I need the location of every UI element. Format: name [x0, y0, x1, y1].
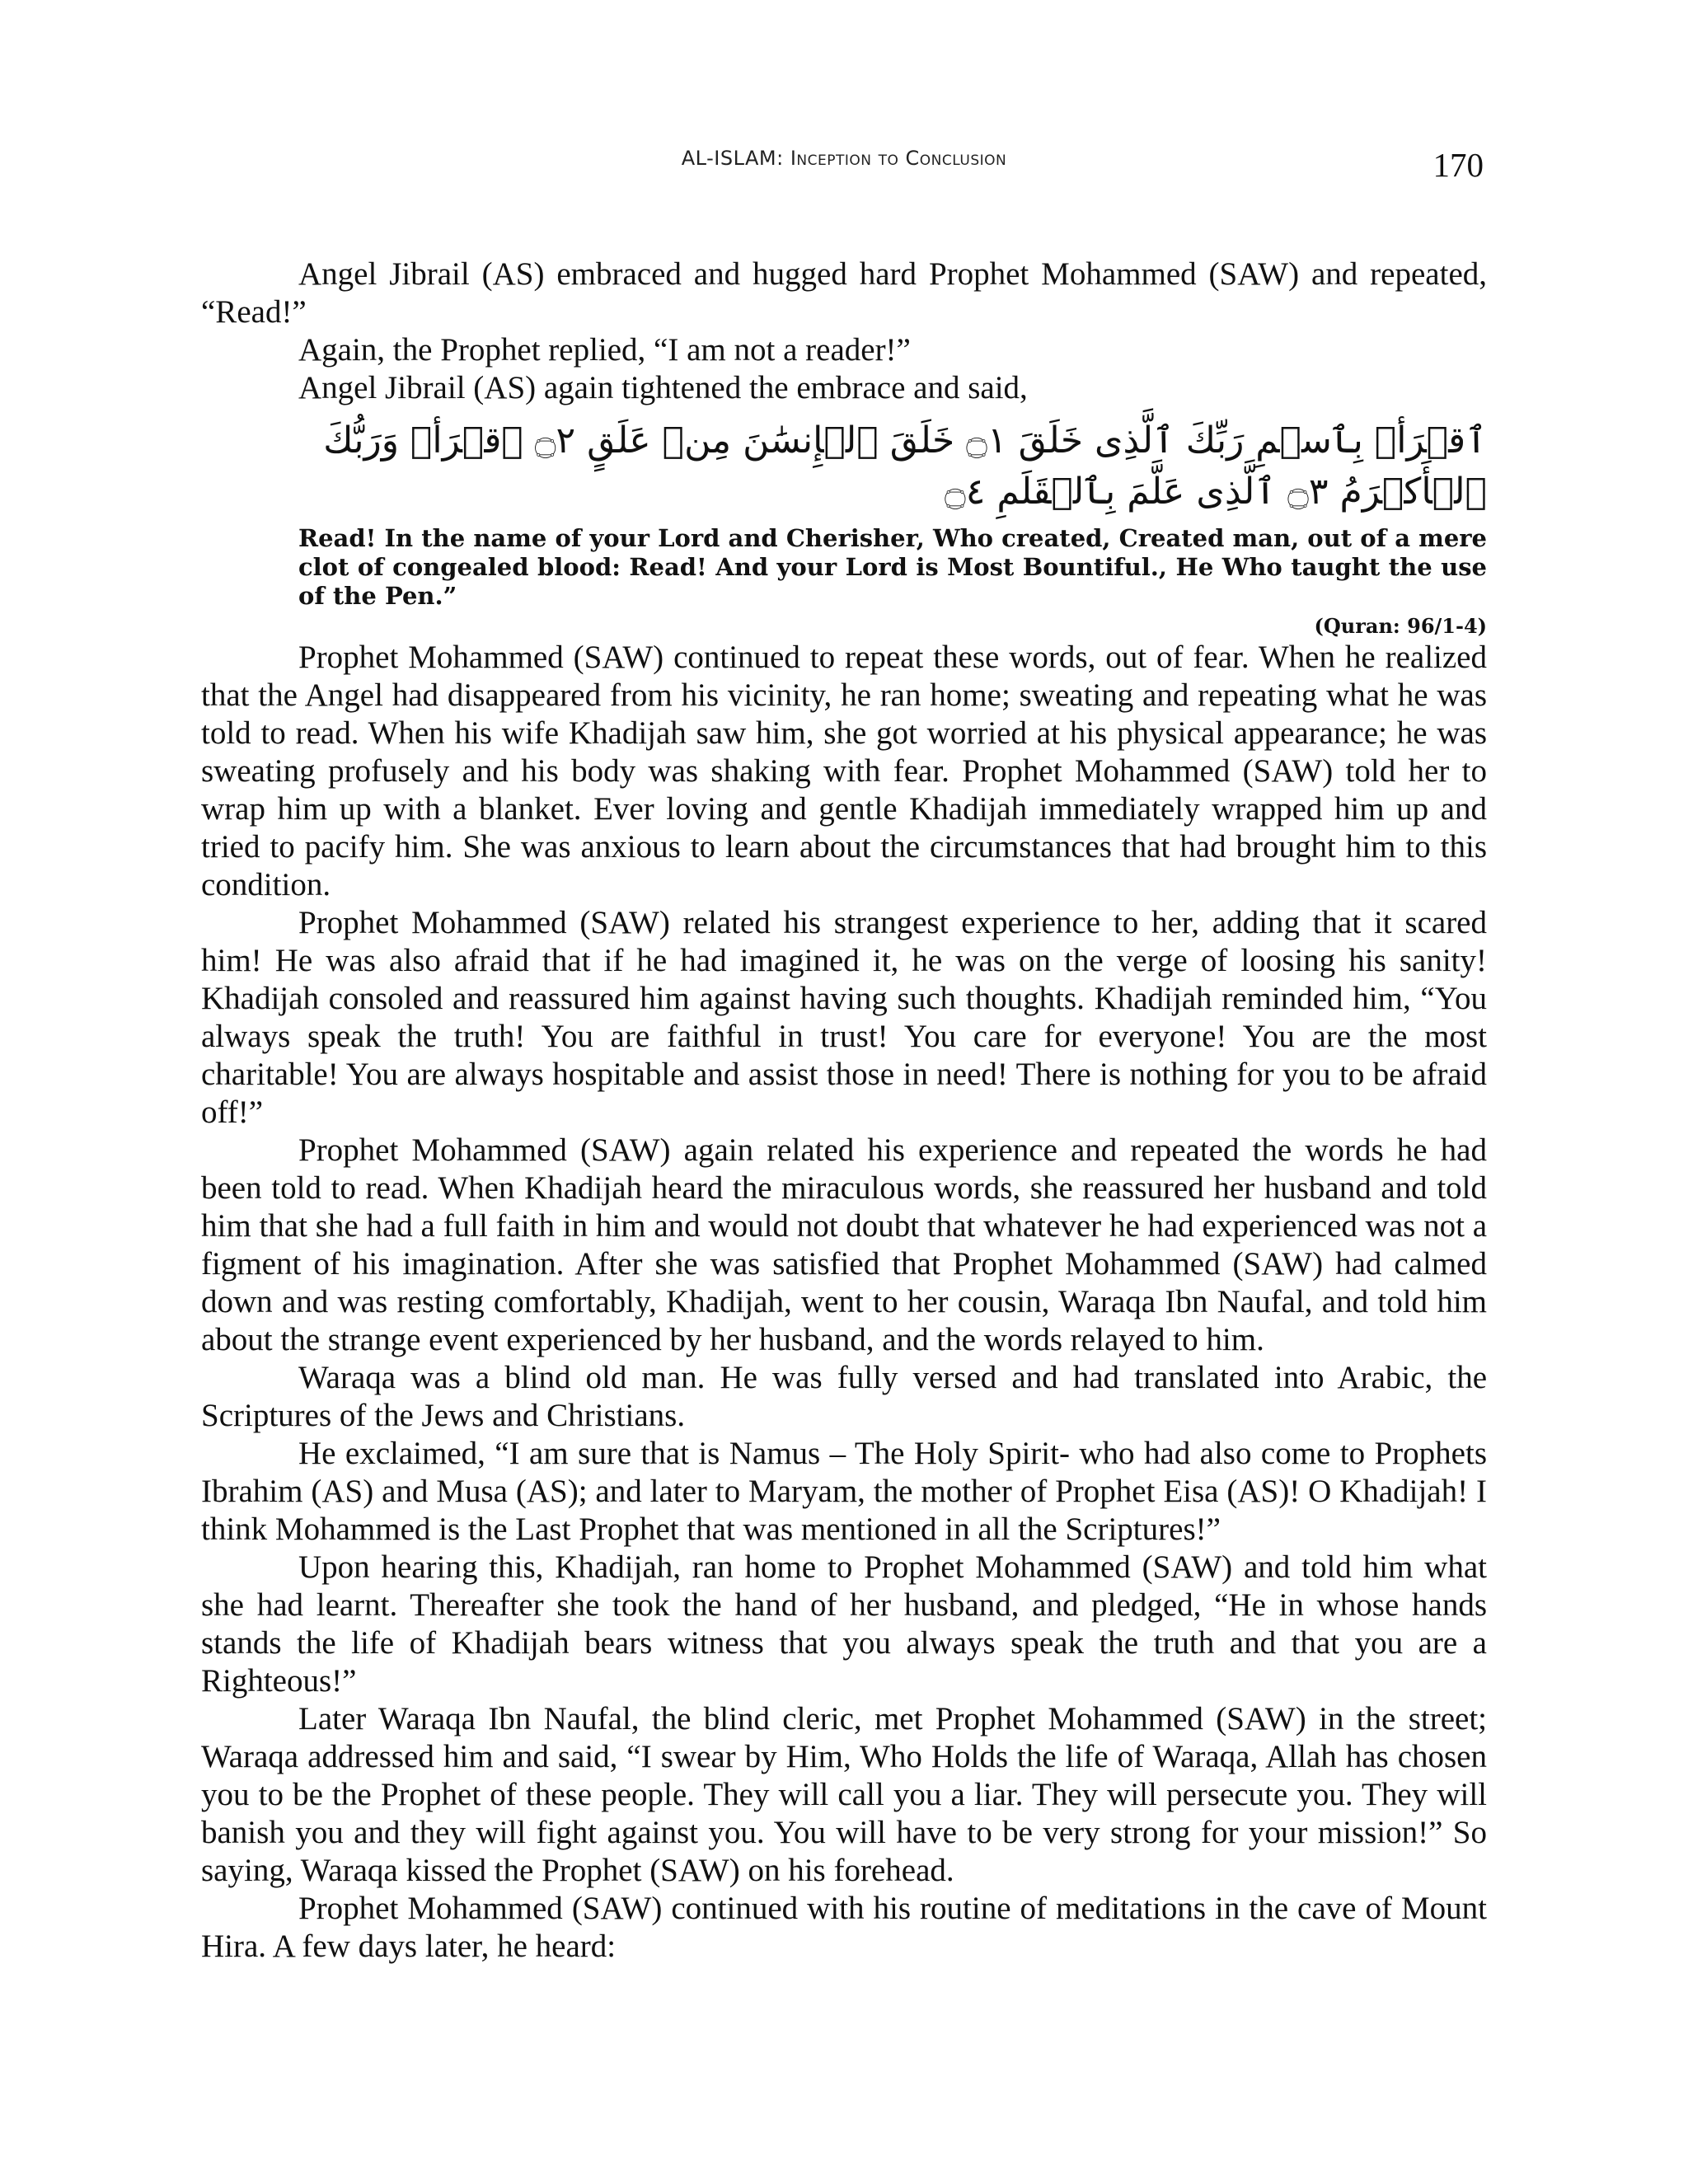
paragraph: Again, the Prophet replied, “I am not a reader!”	[298, 332, 911, 368]
body-text	[201, 255, 1487, 1966]
paragraph: Angel Jibrail (AS) embraced and hugged hard Prophet Mohammed (SAW) and repeated, “Read!”	[201, 256, 1487, 330]
paragraph: Later Waraqa Ibn Naufal, the blind cleric, met Prophet Mohammed (SAW) in the street; Waraqa addressed him and said, “I swear by Him, Who Holds the life of Waraqa, Allah has chosen you to be the Prophet of these people. They will call you a liar. They will persecute you. They will banish you and they will fight against you. You will have to be very strong for your mission!” So saying, Waraqa kissed the Prophet (SAW) on his forehead.	[201, 1701, 1487, 1888]
paragraph: Prophet Mohammed (SAW) again related his experience and repeated the words he had been told to read. When Khadijah heard the miraculous words, she reassured her husband and told him that she had a full faith in him and would not doubt that whatever he had experienced was not a figment of his imagination. After she was satisfied that Prophet Mohammed (SAW) had calmed down and was resting comfortably, Khadijah, went to her cousin, Waraqa Ibn Naufal, and told him about the strange event experienced by her husband, and the words relayed to him.	[201, 1132, 1487, 1357]
quran-verse-reference: (Quran: 96/1-4)	[1314, 614, 1487, 638]
paragraph: Upon hearing this, Khadijah, ran home to Prophet Mohammed (SAW) and told him what she had learnt. Thereafter she took the hand of her husband, and pledged, “He in whose hands stands the life of Khadijah bears witness that you always speak the truth and that you are a Righteous!”	[201, 1549, 1487, 1699]
running-header: AL-ISLAM: Inception to Conclusion	[681, 147, 1007, 170]
paragraph: Prophet Mohammed (SAW) related his strangest experience to her, adding that it scared him! He was also afraid that if he had imagined it, he was on the verge of loosing his sanity! Khadijah consoled and reassured him against having such thoughts. Khadijah reminded him, “You always speak the truth! You are faithful in trust! You care for everyone! You are the most charitable! You are always hospitable and assist those in need! There is nothing for you to be afraid off!”	[201, 905, 1487, 1130]
paragraph: Angel Jibrail (AS) again tightened the embrace and said,	[298, 370, 1028, 405]
page-number: 170	[1432, 146, 1484, 184]
paragraph: Prophet Mohammed (SAW) continued with his routine of meditations in the cave of Mount Hira. A few days later, he heard:	[201, 1891, 1487, 1964]
paragraph: He exclaimed, “I am sure that is Namus – The Holy Spirit- who had also come to Prophets Ibrahim (AS) and Musa (AS); and later to Maryam, the mother of Prophet Eisa (AS)! O Khadijah! I think Mohammed is the Last Prophet that was mentioned in all the Scriptures!”	[201, 1436, 1487, 1547]
quran-verse-translation: Read! In the name of your Lord and Cherisher, Who created, Created man, out of a mere clot of congealed blood: Read! And your Lord is Most Bountiful., He Who taught the use of the Pen.”	[298, 524, 1487, 610]
paragraph: Waraqa was a blind old man. He was fully versed and had translated into Arabic, the Scriptures of the Jews and Christians.	[201, 1360, 1487, 1433]
quran-verse-arabic: ٱقۡرَأۡ بِٱسۡمِ رَبِّكَ ٱلَّذِى خَلَقَ ۝١ خَلَقَ ٱلۡإِنسَٰنَ مِنۡ عَلَقٍ ۝٢ ٱقۡرَأۡ وَرَبُّكَ ٱلۡأَكۡرَمُ ۝٣ ٱلَّذِى عَلَّمَ بِٱلۡقَلَمِ ۝٤	[323, 419, 1487, 513]
paragraph: Prophet Mohammed (SAW) continued to repeat these words, out of fear. When he realized that the Angel had disappeared from his vicinity, he ran home; sweating and repeating what he was told to read. When his wife Khadijah saw him, she got worried at his physical appearance; he was sweating profusely and his body was shaking with fear. Prophet Mohammed (SAW) told her to wrap him up with a blanket. Ever loving and gentle Khadijah immediately wrapped him up and tried to pacify him. She was anxious to learn about the circumstances that had brought him to this condition.	[201, 640, 1487, 902]
